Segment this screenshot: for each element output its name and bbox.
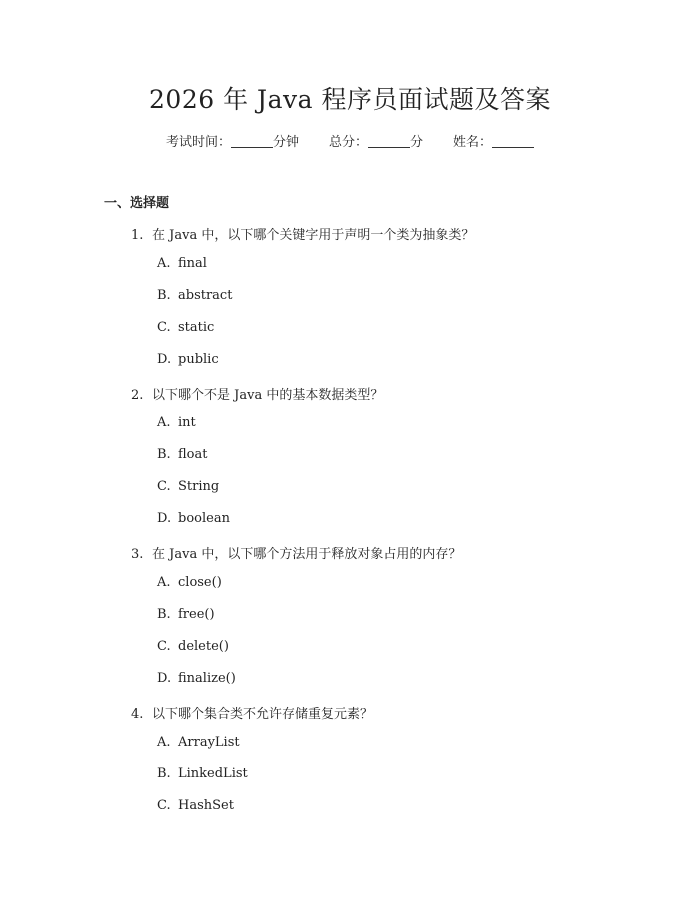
option-2c: C. String <box>157 479 220 494</box>
question-text: 在 Java 中，以下哪个方法用于释放对象占用的内存？ <box>152 547 462 562</box>
score-unit: 分 <box>410 135 424 150</box>
document-title: 2026 年 Java 程序员面试题及答案 <box>149 85 551 114</box>
option-3d: D. finalize() <box>157 671 236 686</box>
option-3b: B. free() <box>157 607 215 622</box>
option-3a: A. close() <box>157 575 222 590</box>
option-1b: B. abstract <box>157 288 233 303</box>
question-text: 在 Java 中，以下哪个关键字用于声明一个类为抽象类？ <box>152 228 475 243</box>
option-2d: D. boolean <box>157 511 230 526</box>
time-label: 考试时间： <box>165 135 231 150</box>
question-4: 4. 以下哪个集合类不允许存储重复元素？ <box>131 707 374 722</box>
exam-info-line <box>0 131 700 150</box>
option-2a: A. int <box>157 415 196 430</box>
question-1: 1. 在 Java 中，以下哪个关键字用于声明一个类为抽象类？ <box>131 228 475 243</box>
time-blank <box>231 135 273 148</box>
option-4b: B. LinkedList <box>157 766 248 781</box>
option-1c: C. static <box>157 320 215 335</box>
score-label: 总分： <box>328 135 368 150</box>
option-3c: C. delete() <box>157 639 229 654</box>
question-3: 3. 在 Java 中，以下哪个方法用于释放对象占用的内存？ <box>131 547 462 562</box>
option-4a: A. ArrayList <box>157 735 240 750</box>
option-1a: A. final <box>157 256 207 271</box>
question-text: 以下哪个集合类不允许存储重复元素？ <box>152 707 374 722</box>
name-label: 姓名： <box>453 135 493 150</box>
time-unit: 分钟 <box>272 135 299 150</box>
name-blank <box>492 135 534 148</box>
option-1d: D. public <box>157 352 219 367</box>
score-blank <box>368 135 410 148</box>
option-2b: B. float <box>157 447 208 462</box>
option-4c: C. HashSet <box>157 798 234 813</box>
question-text: 以下哪个不是 Java 中的基本数据类型？ <box>152 388 384 403</box>
question-2: 2. 以下哪个不是 Java 中的基本数据类型？ <box>131 388 384 403</box>
section-title: 一、选择题 <box>104 196 170 211</box>
